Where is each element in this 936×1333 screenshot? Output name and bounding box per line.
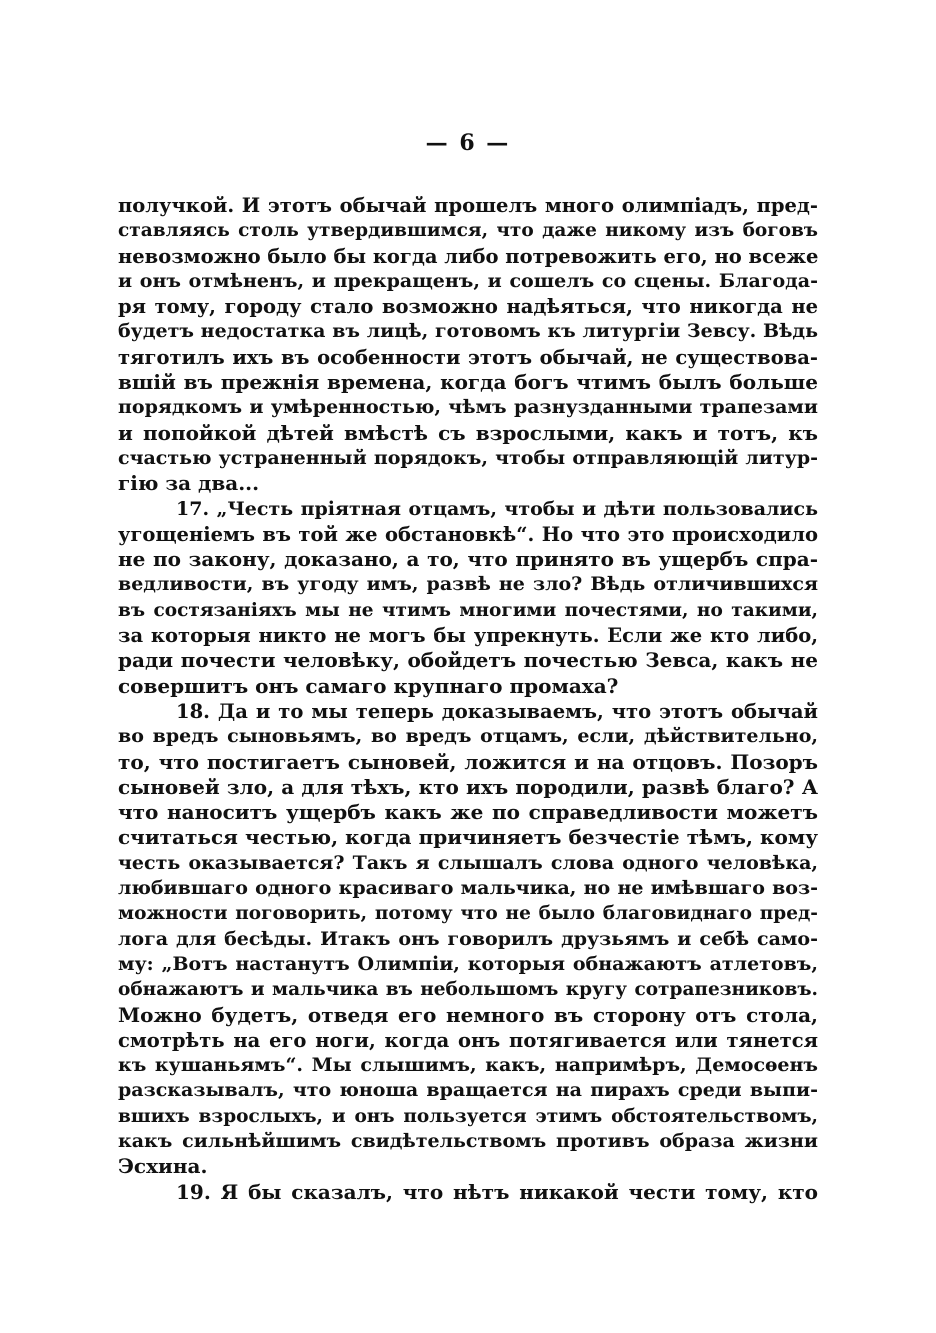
- page-number: — 6 —: [425, 130, 511, 156]
- text-line: въ состязаніяхъ мы не чтимъ многими почестями, но такими,: [118, 599, 818, 621]
- text-line: за которыя никто не могъ бы упрекнуть. Если же кто либо,: [118, 624, 818, 648]
- text-line: что наноситъ ущербъ какъ же по справедливости можетъ: [118, 800, 818, 825]
- text-line: ставляясь столь утвердившимся, что даже никому изъ боговъ: [118, 220, 818, 242]
- text-line: получкой. И этотъ обычай прошелъ много олимпіадъ, пред-: [118, 194, 818, 217]
- text-line: обнажаютъ и мальчика въ небольшомъ кругу сотрапезниковъ.: [118, 979, 818, 1001]
- text-line: будетъ недостатка въ лицѣ, готовомъ къ литургіи Зевсу. Вѣдь: [118, 320, 818, 343]
- text-line: любившаго одного красиваго мальчика, но не имѣвшаго воз-: [118, 877, 818, 900]
- text-line: не по закону, доказано, а то, что принято въ ущербъ спра-: [118, 547, 818, 572]
- text-line: совершитъ онъ самаго крупнаго промаха?: [118, 673, 619, 698]
- text-line: невозможно было бы когда либо потревожить его, но всеже: [118, 244, 819, 268]
- text-line: смотрѣть на его ноги, когда онъ потягивается или тянется: [118, 1028, 818, 1052]
- text-line: разсказывалъ, что юноша вращается на пирахъ среди выпи-: [118, 1079, 818, 1102]
- text-line: 18. Да и то мы теперь доказываемъ, что этотъ обычай: [176, 699, 818, 723]
- text-line: Эсхина.: [118, 1154, 208, 1179]
- text-line: считаться честью, когда причиняетъ безчестіе тѣмъ, кому: [118, 825, 818, 850]
- text-line: и онъ отмѣненъ, и прекращенъ, и сошелъ со сцены. Благода-: [118, 269, 818, 292]
- text-line: тяготилъ ихъ въ особенности этотъ обычай, не существова-: [118, 345, 818, 369]
- text-line: вшихъ взрослыхъ, и онъ пользуется этимъ обстоятельствомъ,: [118, 1105, 818, 1127]
- text-line: порядкомъ и умѣренностью, чѣмъ разнузданными трапезами: [118, 396, 818, 419]
- text-line: сыновей зло, а для тѣхъ, кто ихъ породили, развѣ благо? А: [118, 774, 818, 799]
- text-line: можности поговорить, потому что не было благовиднаго пред-: [118, 903, 818, 925]
- text-line: то, что постигаетъ сыновей, ложится и на отцовъ. Позоръ: [118, 749, 818, 774]
- text-line: ради почести человѣку, обойдетъ почестью Зевса, какъ не: [118, 648, 818, 673]
- text-line: лога для бесѣды. Итакъ онъ говорилъ друзьямъ и себѣ само-: [118, 927, 818, 950]
- text-line: честь оказывается? Такъ я слышалъ слова одного человѣка,: [118, 851, 818, 874]
- text-line: 17. „Честь пріятная отцамъ, чтобы и дѣти пользовались: [176, 497, 818, 520]
- text-line: гію за два...: [118, 471, 260, 496]
- text-line: и попойкой дѣтей вмѣстѣ съ взрослыми, какъ и тотъ, къ: [118, 420, 818, 445]
- text-line: къ кушаньямъ“. Мы слышимъ, какъ, напримѣръ, Демосѳенъ: [118, 1054, 818, 1077]
- text-line: 19. Я бы сказалъ, что нѣтъ никакой чести тому, кто: [176, 1179, 818, 1204]
- text-line: угощеніемъ въ той же обстановкѣ“. Но что это происходило: [118, 522, 818, 546]
- text-line: ведливости, въ угоду имъ, развѣ не зло? Вѣдь отличившихся: [118, 573, 818, 596]
- text-line: счастью устраненный порядокъ, чтобы отправляющій литур-: [118, 446, 818, 469]
- text-line: Можно будетъ, отведя его немного въ сторону отъ стола,: [118, 1002, 818, 1027]
- text-line: во вредъ сыновьямъ, во вредъ отцамъ, если, дѣйствительно,: [118, 725, 818, 748]
- body-text: [118, 193, 818, 1205]
- text-line: вшій въ прежнія времена, когда богъ чтимъ былъ больше: [118, 370, 818, 395]
- text-line: ря тому, городу стало возможно надѣяться, что никогда не: [118, 295, 818, 319]
- text-line: какъ сильнѣйшимъ свидѣтельствомъ противъ образа жизни: [118, 1129, 818, 1152]
- text-line: му: „Вотъ настанутъ Олимпіи, которыя обнажаютъ атлетовъ,: [118, 952, 818, 975]
